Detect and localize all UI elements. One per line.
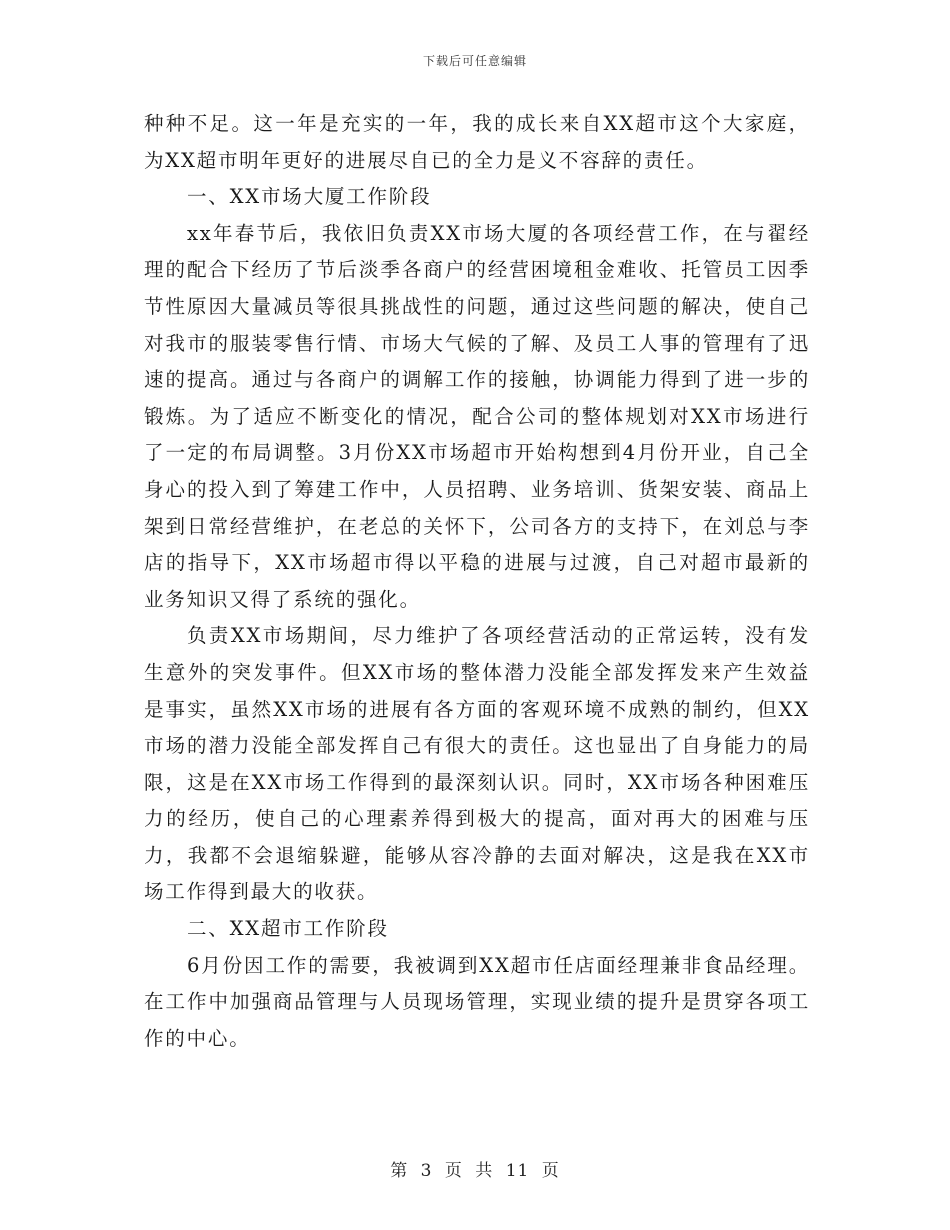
section-heading-market-building: 一、XX市场大厦工作阶段 <box>187 185 432 209</box>
page-number: 第 3 页 共 11 页 <box>390 1161 560 1181</box>
section-heading-supermarket: 二、XX超市工作阶段 <box>187 917 389 941</box>
document-body <box>144 106 810 1057</box>
page-header-note: 下载后可任意编辑 <box>422 54 527 68</box>
paragraph-supermarket-work: 6月份因工作的需要，我被调到XX超市任店面经理兼非食品经理。在工作中加强商品管理与人员现场管理，实现业绩的提升是贯穿各项工作的中心。 <box>144 953 810 1050</box>
paragraph-market-responsibility: 负责XX市场期间，尽力维护了各项经营活动的正常运转，没有发生意外的突发事件。但XX市场的整体潜力没能全部发挥发来产生效益是事实，虽然XX市场的进展有各方面的客观环境不成熟的制约，但XX市场的潜力没能全部发挥自己有很大的责任。这也显出了自身能力的局限，这是在XX市场工作得到的最深刻认识。同时，XX市场各种困难压力的经历，使自己的心理素养得到极大的提高，面对再大的困难与压力，我都不会退缩躲避，能够从容冷静的去面对解决，这是我在XX市场工作得到最大的收获。 <box>144 624 810 904</box>
paragraph-market-building-work: xx年春节后，我依旧负责XX市场大厦的各项经营工作，在与翟经理的配合下经历了节后淡季各商户的经营困境租金难收、托管员工因季节性原因大量减员等很具挑战性的问题，通过这些问题的解决，使自己对我市的服装零售行情、市场大气候的了解、及员工人事的管理有了迅速的提高。通过与各商户的调解工作的接触，协调能力得到了进一步的锻炼。为了适应不断变化的情况，配合公司的整体规划对XX市场进行了一定的布局调整。3月份XX市场超市开始构想到4月份开业，自己全身心的投入到了筹建工作中，人员招聘、业务培训、货架安装、商品上架到日常经营维护，在老总的关怀下，公司各方的支持下，在刘总与李店的指导下，XX市场超市得以平稳的进展与过渡，自己对超市最新的业务知识又得了系统的强化。 <box>144 221 810 611</box>
paragraph-continuation: 种种不足。这一年是充实的一年，我的成长来自XX超市这个大家庭，为XX超市明年更好的进展尽自已的全力是义不容辞的责任。 <box>144 112 810 172</box>
